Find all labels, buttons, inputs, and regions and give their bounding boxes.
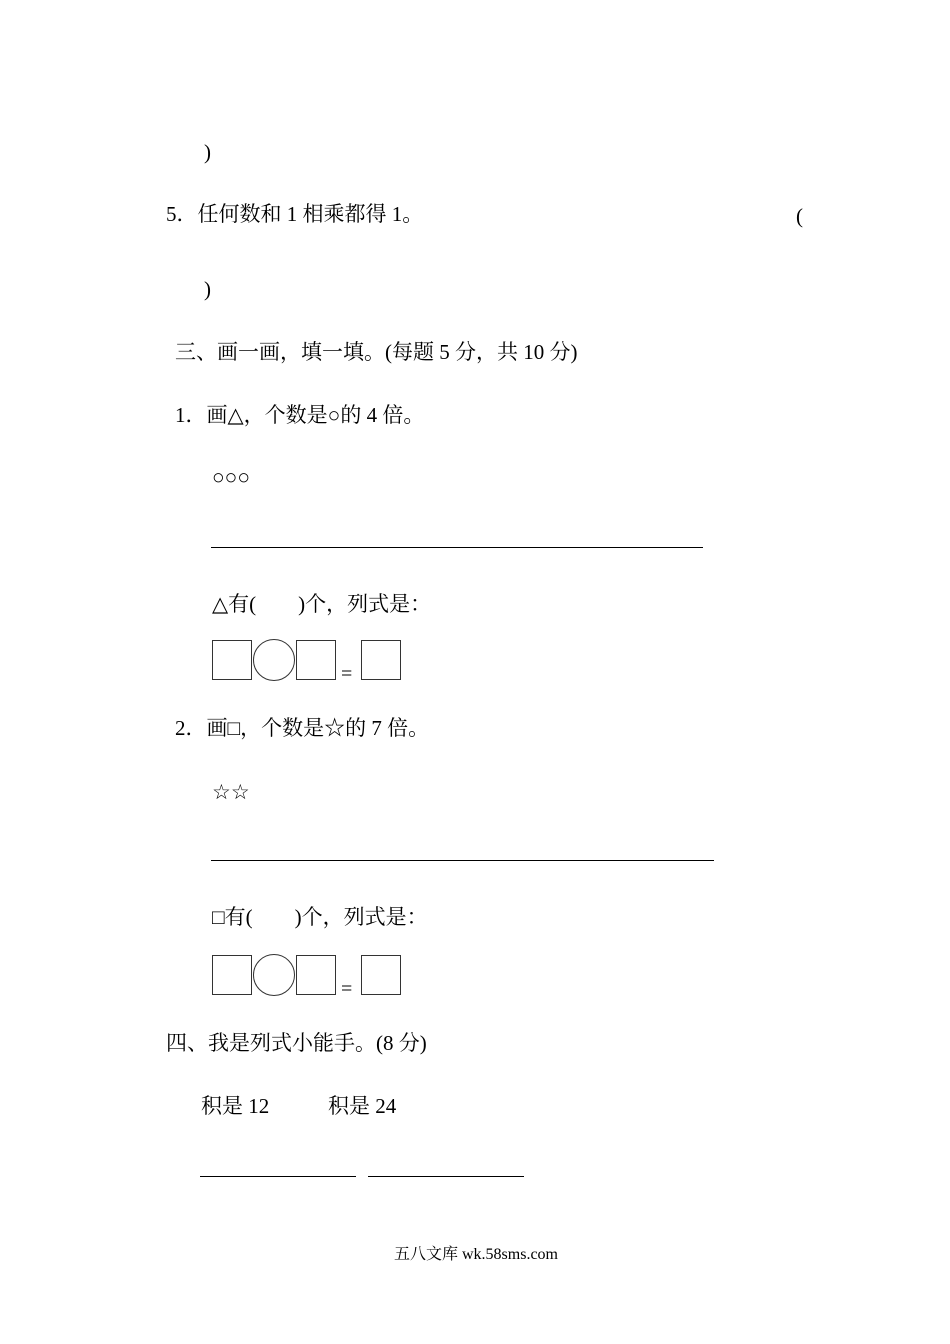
section-4-title: 四、我是列式小能手。(8 分) bbox=[166, 1031, 427, 1055]
item-2-stars: ☆☆ bbox=[212, 780, 250, 804]
item-1-box-2[interactable] bbox=[296, 640, 336, 680]
product-24-label: 积是 24 bbox=[328, 1094, 397, 1118]
item-1-equals-sign: = bbox=[341, 663, 353, 685]
item-2-box-result[interactable] bbox=[361, 955, 401, 995]
product-12-label: 积是 12 bbox=[201, 1094, 270, 1118]
item-1-prompt: 1．画△，个数是○的 4 倍。 bbox=[175, 403, 425, 427]
item-2-box-2[interactable] bbox=[296, 955, 336, 995]
item-2-prompt: 2．画□，个数是☆的 7 倍。 bbox=[175, 716, 430, 740]
product-24-answer-line[interactable] bbox=[368, 1176, 524, 1177]
question-5-text: 5．任何数和 1 相乘都得 1。 bbox=[166, 202, 424, 226]
item-2-equals-sign: = bbox=[341, 978, 353, 1000]
item-2-answer-line: □有( )个，列式是： bbox=[212, 905, 428, 929]
item-1-box-result[interactable] bbox=[361, 640, 401, 680]
item-1-box-1[interactable] bbox=[212, 640, 252, 680]
item-1-answer-line: △有( )个，列式是： bbox=[212, 592, 432, 616]
item-1-circles: ○○○ bbox=[212, 465, 251, 489]
item-1-operator-circle[interactable] bbox=[253, 639, 295, 681]
item-1-drawing-line[interactable] bbox=[211, 547, 703, 548]
question-5-close-paren: ) bbox=[204, 277, 211, 301]
product-12-answer-line[interactable] bbox=[200, 1176, 356, 1177]
footer-watermark: 五八文库 wk.58sms.com bbox=[394, 1246, 559, 1263]
question-4-close-paren: ) bbox=[204, 140, 211, 164]
question-5-open-paren: ( bbox=[796, 204, 803, 228]
section-3-title: 三、画一画，填一填。(每题 5 分，共 10 分) bbox=[175, 340, 578, 364]
item-2-operator-circle[interactable] bbox=[253, 954, 295, 996]
item-2-box-1[interactable] bbox=[212, 955, 252, 995]
item-2-drawing-line[interactable] bbox=[211, 860, 714, 861]
